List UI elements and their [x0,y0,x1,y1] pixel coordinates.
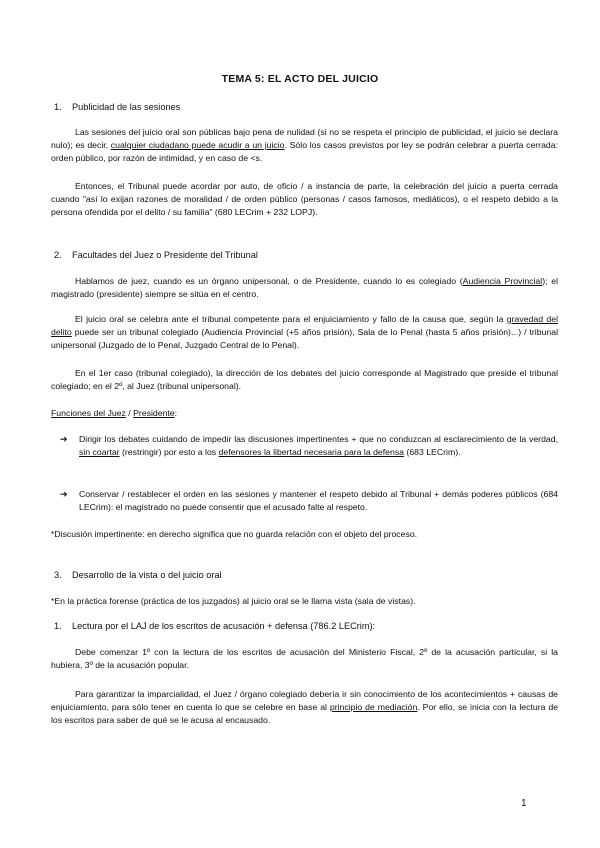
underlined-text: gravedad del delito [51,314,558,338]
funciones-heading [51,408,177,418]
section-1-number: 1. [54,102,62,112]
text-run: ); el magistrado (presidente) siempre se sitúa en el centro. [51,276,558,300]
bullet-text [79,433,558,460]
section-1-paragraph-2: Entonces, el Tribunal puede acordar por auto, de oficio / a instancia de parte, la celebración del juicio a puerta cerrada cuando "así lo exijan razones de moralidad / de orden público (personas / casos famosos, mediáticos), o el respeto debido a la persona ofendida por el delito / su familia" (680 LECrim + 232 LOPJ). [51,181,558,218]
underlined-text: sin coartar [79,447,120,458]
text-run: Las sesiones del juicio oral son públicas bajo pena de nulidad (si no se respeta el principio de publicidad, el juicio se declara nulo); es decir, [51,127,558,151]
bullet-text: Conservar / restablecer el orden en las sesiones y mantener el respeto debido al Tribunal + demás poderes públicos (684 LECrim): el magistrado no puede consentir que el acusado falte al respeto. [79,489,558,513]
section-3-paragraph-1: Debe comenzar 1º con la lectura de los escritos de acusación del Ministerio Fiscal, 2º de la acusación particular, si la hubiera, 3º de la acusación popular. [51,647,558,671]
section-2-note: *Discusión impertinente: en derecho significa que no guarda relación con el objeto del proceso. [51,529,418,539]
underlined-text: defensores la libertad necesaria para la defensa [218,447,405,458]
arrow-icon: ➔ [60,434,68,444]
underlined-text: Presidente [133,408,175,418]
section-2-title: Facultades del Juez o Presidente del Tribunal [72,250,258,260]
text-run: Para garantizar la imparcialidad, el Juez / órgano colegiado debería ir sin conocimiento de los acontecimientos + causas de enjuiciamiento, para sólo tener en cuenta lo que se celebre en base al [51,689,558,713]
section-2-paragraph-1 [51,275,558,301]
arrow-icon: ➔ [60,489,68,499]
text-run: (restringir) por esto a los [119,447,219,458]
text-run: (683 LECrim). [404,447,461,458]
text-run: : [174,408,178,418]
text-run: puede ser un tribunal colegiado (Audiencia Provincial (+5 años prisión), Sala de lo Penal (hasta 5 años prisión)...) / tribunal unipersonal (Juzgado de lo Penal, Juzgado Central de lo Penal). [51,327,558,351]
underlined-text: cualquier ciudadano puede acudir a un juicio [110,140,285,151]
subsection-1-number: 1. [54,621,62,631]
text-run: Dirigir los debates cuidando de impedir las discusiones impertinentes + que no conduzcan al esclarecimiento de la verdad, [79,434,558,444]
section-2-number: 2. [54,250,62,260]
text-run: El juicio oral se celebra ante el tribunal competente para el enjuiciamiento y fallo de la causa que, según la [75,314,507,324]
subsection-1-title: Lectura por el LAJ de los escritos de acusación + defensa (786.2 LECrim): [72,621,376,631]
section-2-paragraph-3: En el 1er caso (tribunal colegiado), la dirección de los debates del juicio corresponde al Magistrado que preside el tribunal colegiado; en el 2º, al Juez (tribunal unipersonal). [51,368,558,392]
section-3-note: *En la práctica forense (práctica de los juzgados) al juicio oral se le llama vista (sala de vistas). [51,596,416,606]
section-3-paragraph-2 [51,688,558,728]
section-1-paragraph-1 [51,126,558,166]
underlined-text: principio de mediación [329,702,418,713]
section-3-title: Desarrollo de la vista o del juicio oral [72,570,222,580]
bullet-item-2 [60,488,558,515]
text-run: . Por ello, se inicia con la lectura de los escritos para saber de qué se le acusa al encausado. [51,702,558,726]
text-run: Hablamos de juez, cuando es un órgano unipersonal, o de Presidente, cuando lo es colegiado ( [75,276,463,286]
page-number: 1 [521,798,527,809]
text-run: / [125,408,134,418]
underlined-text: Funciones del Juez [51,408,126,418]
subsection-1-heading [54,621,375,631]
section-2-heading [54,250,258,260]
text-run: . Sólo los casos previstos por ley se podrán celebrar a puerta cerrada: orden público, por razón de intimidad, y en caso de <s. [51,140,558,164]
section-3-number: 3. [54,570,62,580]
section-2-paragraph-2 [51,313,558,353]
section-3-heading [54,570,222,580]
bullet-item-1 [60,433,558,460]
section-1-heading [54,102,180,112]
page-title: TEMA 5: EL ACTO DEL JUICIO [221,73,379,85]
section-1-title: Publicidad de las sesiones [72,102,181,112]
underlined-text: Audiencia Provincial [462,276,543,286]
